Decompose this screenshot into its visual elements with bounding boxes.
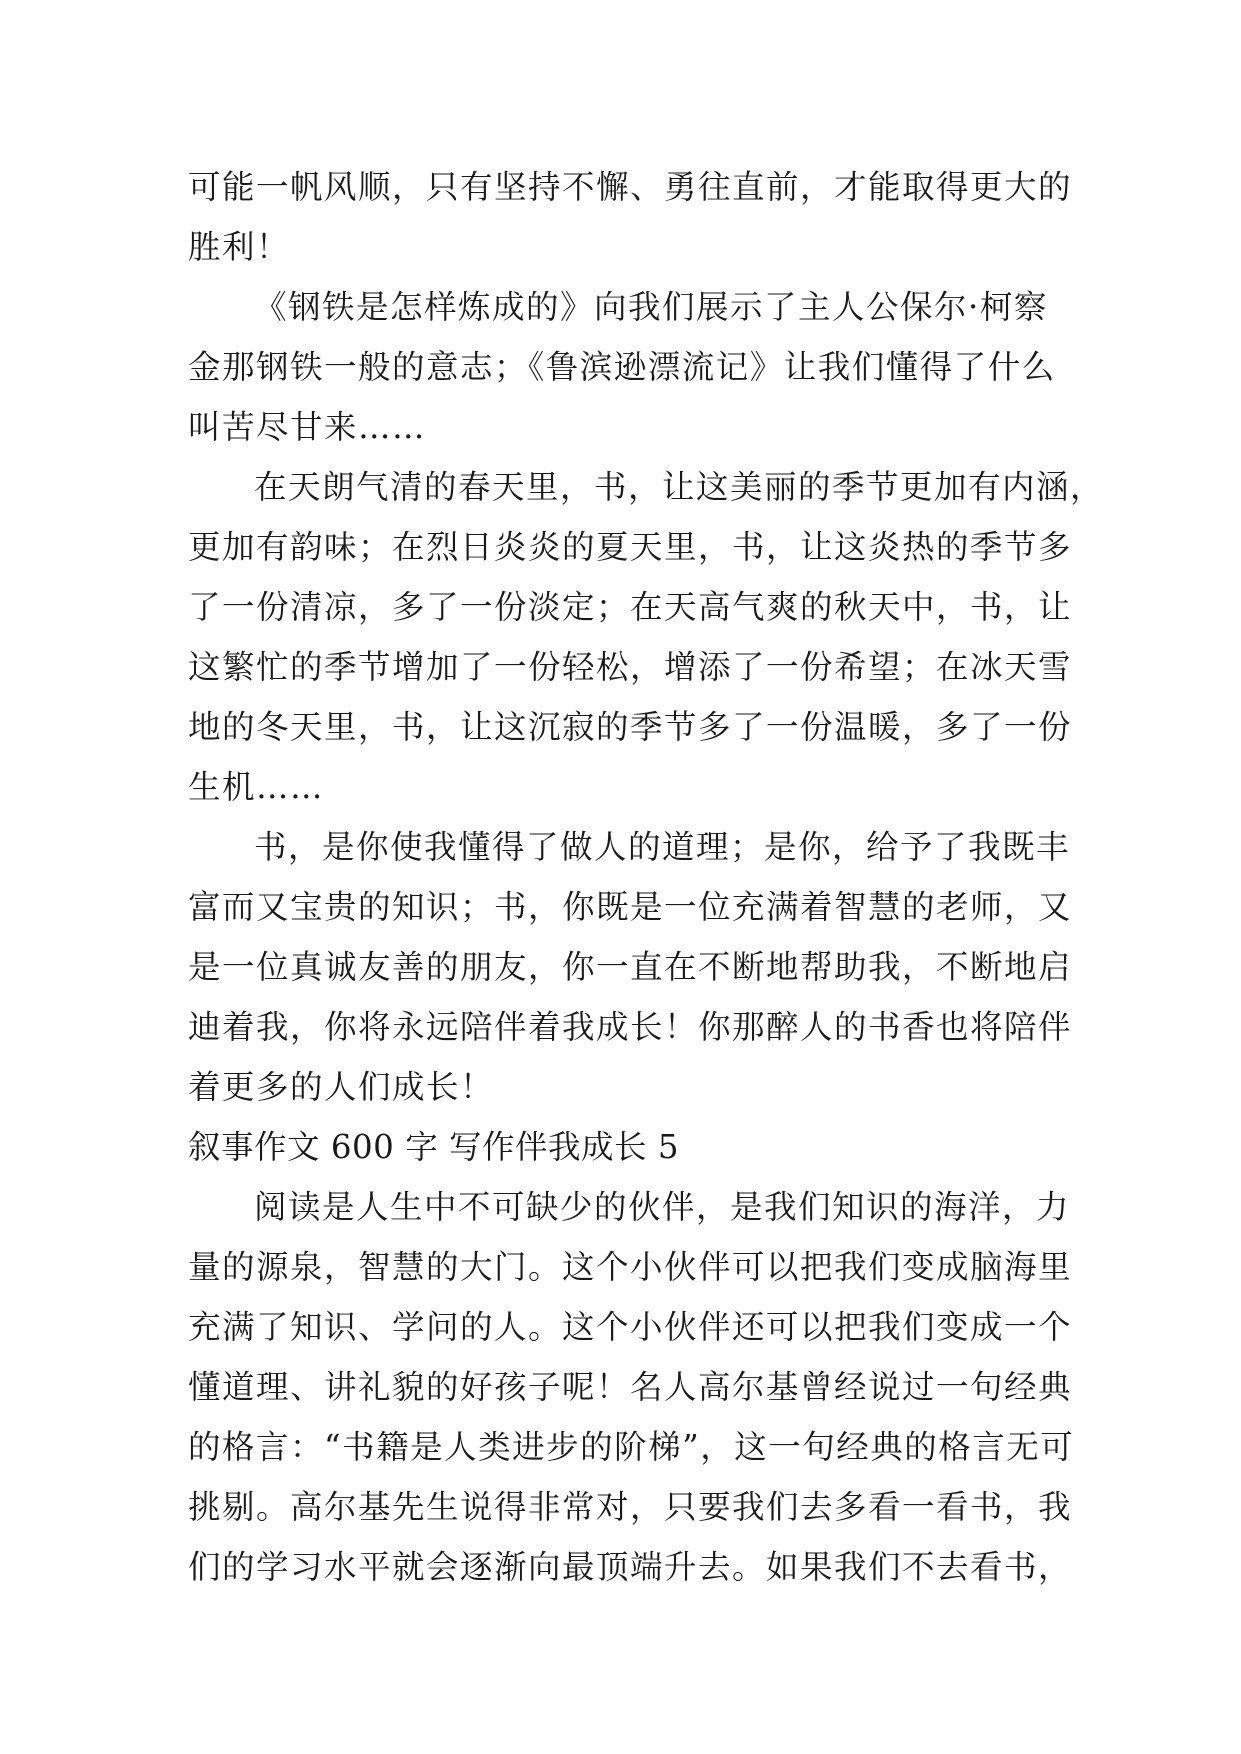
text-line: 着更多的人们成长！ <box>188 1068 495 1106</box>
text-line: 量的源泉，智慧的大门。这个小伙伴可以把我们变成脑海里 <box>188 1248 1073 1286</box>
text-line: 富而又宝贵的知识；书，你既是一位充满着智慧的老师，又 <box>188 888 1073 926</box>
text-line: 懂道理、讲礼貌的好孩子呢！名人高尔基曾经说过一句经典 <box>188 1368 1073 1406</box>
text-line: 这繁忙的季节增加了一份轻松，增添了一份希望；在冰天雪 <box>188 648 1073 686</box>
document-body <box>188 157 1105 1597</box>
text-line: 迪着我，你将永远陪伴着我成长！你那醉人的书香也将陪伴 <box>188 1008 1073 1046</box>
text-line: 生机…… <box>188 768 325 806</box>
text-line: 金那钢铁一般的意志；《鲁滨逊漂流记》让我们懂得了什么 <box>188 348 1056 386</box>
text-line: 可能一帆风顺，只有坚持不懈、勇往直前，才能取得更大的 <box>188 168 1073 206</box>
text-line: 叫苦尽甘来…… <box>188 408 427 446</box>
paragraph-start-line: 书，是你使我懂得了做人的道理；是你，给予了我既丰 <box>254 828 1071 866</box>
section-heading: 叙事作文 600 字 写作伴我成长 5 <box>188 1128 680 1166</box>
text-line: 挑剔。高尔基先生说得非常对，只要我们去多看一看书，我 <box>188 1488 1073 1526</box>
text-line: 地的冬天里，书，让这沉寂的季节多了一份温暖，多了一份 <box>188 708 1073 746</box>
text-line: 了一份清凉，多了一份淡定；在天高气爽的秋天中，书，让 <box>188 588 1073 626</box>
paragraph-start-line: 阅读是人生中不可缺少的伙伴，是我们知识的海洋，力 <box>254 1188 1071 1226</box>
text-line: 胜利！ <box>188 228 291 266</box>
text-line: 们的学习水平就会逐渐向最顶端升去。如果我们不去看书， <box>188 1548 1073 1586</box>
text-line: 的格言：“书籍是人类进步的阶梯”，这一句经典的格言无可 <box>188 1428 1075 1466</box>
text-line: 更加有韵味；在烈日炎炎的夏天里，书，让这炎热的季节多 <box>188 528 1073 566</box>
paragraph-start-line: 在天朗气清的春天里，书，让这美丽的季节更加有内涵， <box>254 468 1105 506</box>
paragraph-start-line: 《钢铁是怎样炼成的》向我们展示了主人公保尔·柯察 <box>254 288 1048 326</box>
text-line: 是一位真诚友善的朋友，你一直在不断地帮助我，不断地启 <box>188 948 1073 986</box>
text-line: 充满了知识、学问的人。这个小伙伴还可以把我们变成一个 <box>188 1308 1073 1346</box>
